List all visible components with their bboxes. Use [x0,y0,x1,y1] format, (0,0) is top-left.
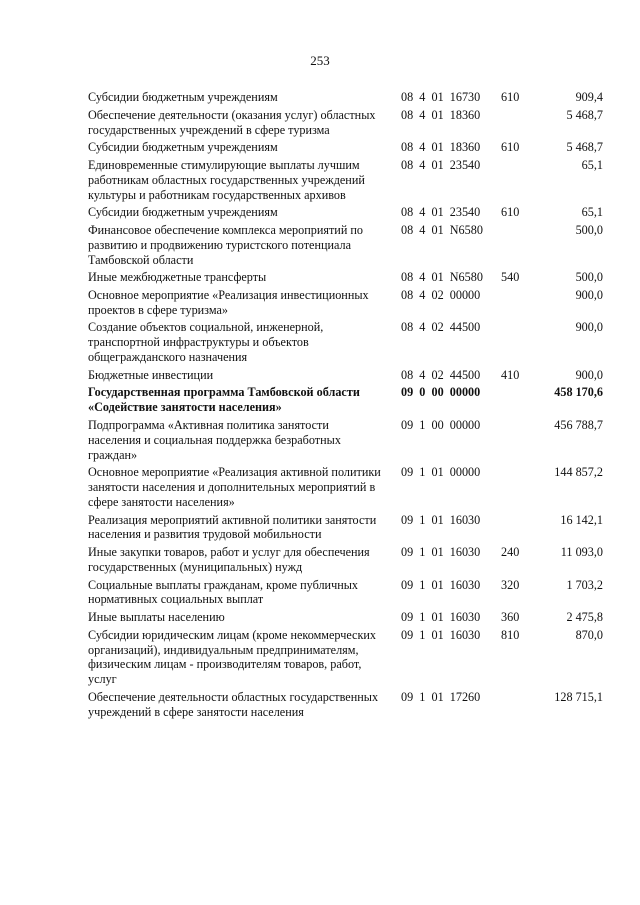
row-code: 08 4 01 18360 [401,107,481,122]
row-name: Иные межбюджетные трансферты [88,270,267,285]
table-row [0,108,640,138]
row-code: 09 0 00 00000 [401,385,481,400]
table-row [0,385,640,415]
table-row [0,288,640,318]
row-expense-type: 540 [501,270,520,285]
table-row [0,270,640,285]
row-amount: 909,4 [575,90,603,104]
row-code: 08 4 01 16730 [401,90,481,104]
row-name: Подпрограмма «Активная политика занятости населения и социальная поддержка безработных граждан» [88,417,341,462]
row-expense-type: 240 [501,545,520,559]
row-name: Субсидии юридическим лицам (кроме некоммерческих организаций), индивидуальным предпринимателям, физическим лицам - производителям товаров, работ, услуг [88,627,376,687]
row-name: Единовременные стимулирующие выплаты лучшим работникам областных государственных учреждений культуры и работникам государственных архивов [88,157,365,202]
row-amount: 1 703,2 [566,577,603,592]
row-name: Субсидии бюджетным учреждениям [88,205,278,220]
row-amount: 870,0 [575,627,603,642]
table-row [0,320,640,365]
row-amount: 500,0 [575,270,603,285]
row-expense-type: 810 [501,627,520,642]
row-code: 08 4 01 18360 [401,140,481,155]
table-row [0,628,640,688]
row-name: Субсидии бюджетным учреждениям [88,90,278,104]
table-row [0,690,640,720]
row-name: Создание объектов социальной, инженерной, транспортной инфраструктуры и объектов общегражданского назначения [88,320,324,364]
row-code: 09 1 01 16030 [401,627,481,642]
table-row [0,223,640,268]
row-amount: 458 170,6 [554,385,603,400]
table-row [0,368,640,383]
table-row [0,158,640,203]
row-code: 09 1 01 16030 [401,610,481,624]
row-amount: 5 468,7 [566,140,603,155]
row-amount: 456 788,7 [554,417,603,432]
table-row [0,578,640,608]
table-row [0,465,640,510]
row-name: Государственная программа Тамбовской области «Содействие занятости населения» [88,385,360,415]
budget-table [0,90,640,722]
row-amount: 128 715,1 [554,689,603,704]
row-code: 08 4 01 23540 [401,157,481,172]
row-expense-type: 320 [501,577,520,592]
table-row [0,205,640,220]
row-code: 09 1 01 16030 [401,512,481,527]
row-name: Социальные выплаты гражданам, кроме публичных нормативных социальных выплат [88,577,358,607]
row-amount: 11 093,0 [560,545,603,559]
row-amount: 500,0 [575,222,603,237]
row-name: Основное мероприятие «Реализация инвестиционных проектов в сфере туризма» [88,287,369,317]
row-name: Иные закупки товаров, работ и услуг для обеспечения государственных (муниципальных) нужд [88,545,370,574]
row-code: 09 1 01 17260 [401,689,481,704]
row-expense-type: 610 [501,90,520,104]
table-row [0,545,640,575]
row-amount: 900,0 [575,320,603,335]
table-row [0,610,640,625]
row-name: Бюджетные инвестиции [88,367,214,382]
row-code: 08 4 02 44500 [401,367,481,382]
row-name: Основное мероприятие «Реализация активной политики занятости населения и дополнительных мероприятий в сфере занятости населения» [88,465,381,509]
row-amount: 65,1 [581,157,603,172]
row-name: Реализация мероприятий активной политики занятости населения и развития трудовой мобильности [88,512,377,542]
row-expense-type: 410 [501,367,520,382]
row-code: 08 4 02 44500 [401,320,481,335]
row-amount: 2 475,8 [566,610,603,624]
row-amount: 65,1 [581,205,603,220]
row-name: Обеспечение деятельности областных государственных учреждений в сфере занятости населения [88,689,379,719]
row-code: 09 1 01 16030 [401,545,481,559]
table-row [0,140,640,155]
row-amount: 144 857,2 [554,465,603,480]
row-code: 09 1 01 00000 [401,465,481,480]
row-code: 08 4 01 N6580 [401,222,483,237]
row-amount: 5 468,7 [566,107,603,122]
row-amount: 900,0 [575,367,603,382]
table-row [0,513,640,543]
row-expense-type: 360 [501,610,520,624]
row-name: Иные выплаты населению [88,610,225,624]
row-amount: 900,0 [575,287,603,302]
row-amount: 16 142,1 [560,512,603,527]
page-number: 253 [310,53,330,68]
row-expense-type: 610 [501,140,520,155]
row-code: 09 1 00 00000 [401,417,481,432]
row-name: Обеспечение деятельности (оказания услуг) областных государственных учреждений в сфере туризма [88,107,376,137]
row-code: 08 4 02 00000 [401,287,481,302]
table-row [0,90,640,105]
table-row [0,418,640,463]
row-expense-type: 610 [501,205,520,220]
row-code: 09 1 01 16030 [401,577,481,592]
row-code: 08 4 01 N6580 [401,270,483,285]
row-name: Финансовое обеспечение комплекса мероприятий по развитию и продвижению туристского потенциала Тамбовской области [88,222,364,267]
row-code: 08 4 01 23540 [401,205,481,220]
row-name: Субсидии бюджетным учреждениям [88,140,278,155]
